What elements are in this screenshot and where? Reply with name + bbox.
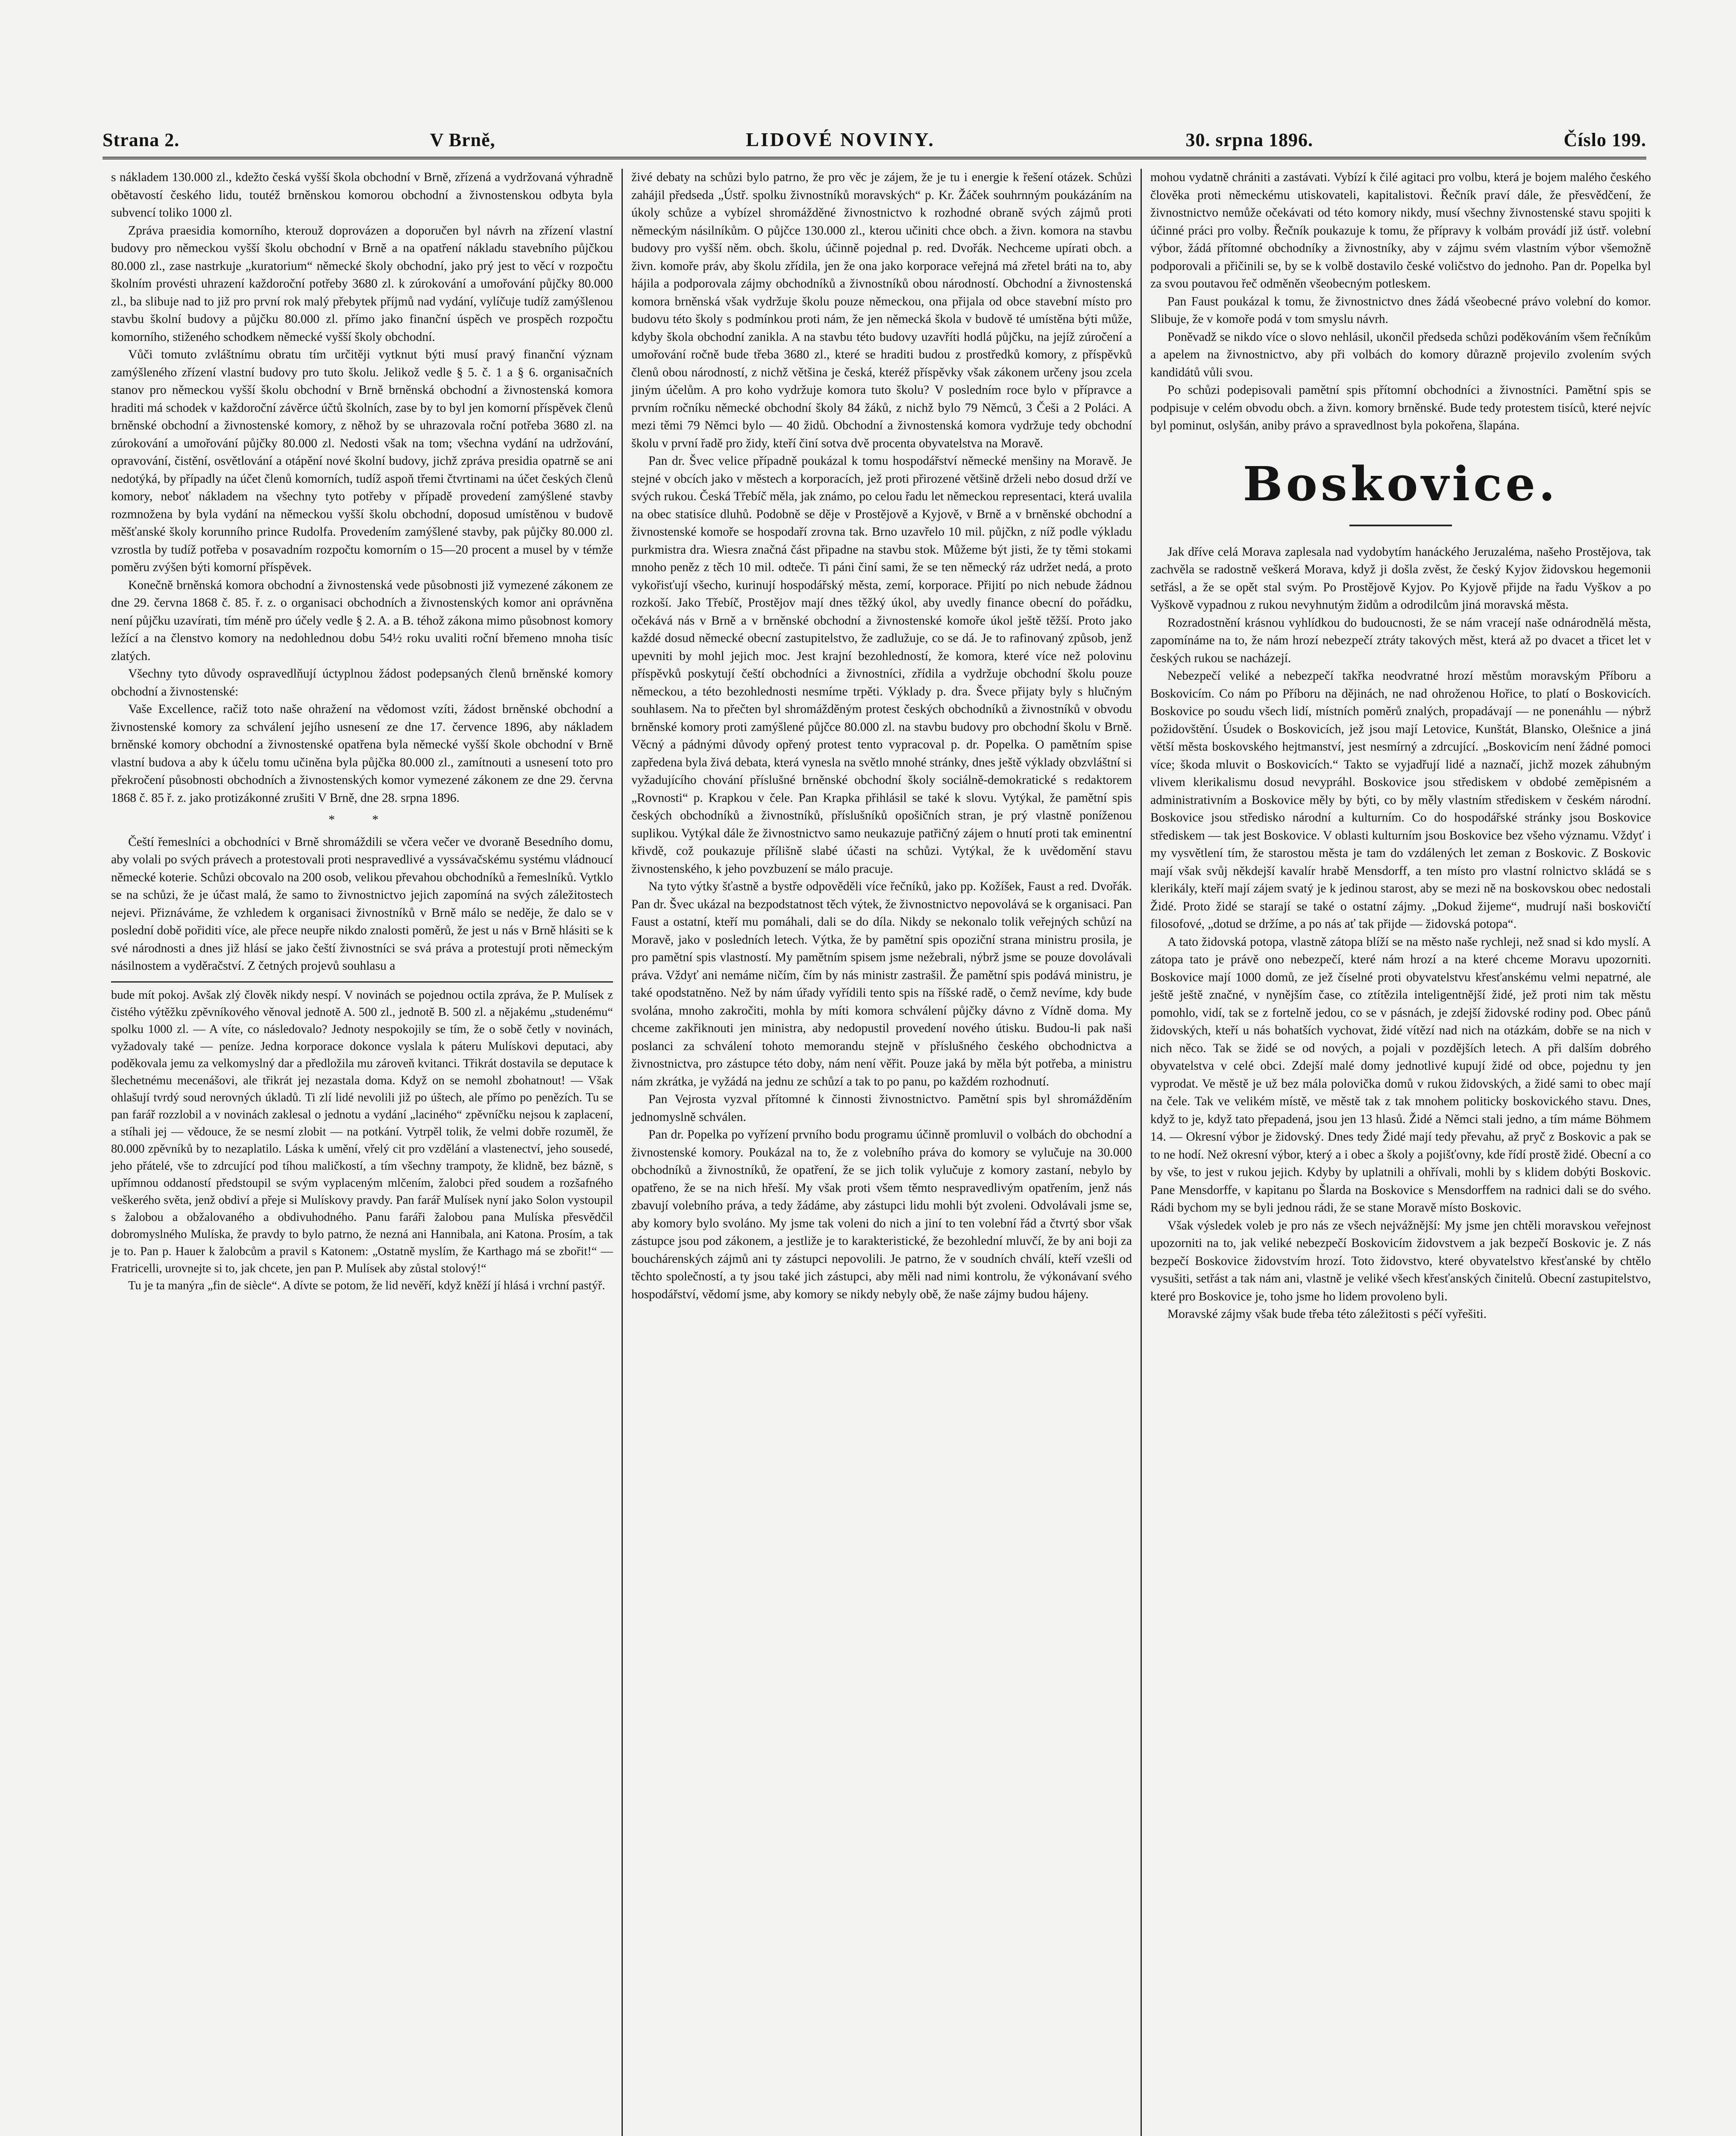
paragraph: Pan dr. Popelka po vyřízení prvního bodu programu účinně promluvil o volbách do obchodní a živnostenské komory. Poukázal na to, že z volebního práva do komory se vylučuje na 30.000 obchodníků a živnostníků, že opatření, že se jich tolik vylučuje z komory zastaní, nebylo by opatřeno, že se na nich hřeší. My však proti všem těmto nespravedlivým opatřením, jenž nás zbavují volebního práva, a tedy žádáme, aby zástupci lidu mohli být zvoleni. Odvolávali jsme se, aby komory bylo svoláno. My jsme tak voleni do nich a jiní to ten volební řád a čtvrtý sbor však zástupce jsou pod zákonem, a jestliže je to karakteristické, že bezohlední mluvčí, že by ani boji za bouchárenských zájmů ani ty zástupci nepovolili. Je patrno, že v soudních chválí, kteří vzešli od těchto společností, a ty jsou také jich zástupci, aby měli nad nimi kontrolu, že výkonávaní svého hospodářství, vědomí jsme, aby komory se nikdy nebyly obě, že naše zájmy budou hájeny. bbox=[631, 1128, 1132, 1301]
title-rule bbox=[1349, 525, 1452, 526]
paragraph: Rozradostnění krásnou vyhlídkou do budoucnosti, že se nám vracejí naše odnárodnělá města, zapomínáme na to, že nám hrozí nebezpečí ztráty takových měst, která až po dvacet a třicet let v českých rukou se nacházejí. bbox=[1150, 616, 1651, 665]
column-1 bbox=[103, 169, 622, 2136]
paragraph: Vaše Excellence, račiž toto naše ohražení na vědomost vzíti, žádost brněnské obchodní a živnostenské komory za schválení jejího usnesení ze dne 17. července 1896, aby nákladem brněnské komory obchodní a živnostenské opatřena byla německé vyšší škole obchodní v Brně vlastní budova a aby k účelu tomu učiněna byla půjčka 80.000 zl., zamítnouti a usnesení toto pro překročení působnosti obchodních a živnostenských komor vymezené zákonem ze dne 29. června 1868 č. 85 ř. z. jako protizákonné zrušiti V Brně, dne 28. srpna 1896. bbox=[111, 702, 613, 805]
page-header bbox=[103, 128, 1646, 159]
paragraph: Zpráva praesidia komorního, kterouž doprovázen a doporučen byl návrh na zřízení vlastní budovy pro německou vyšší školu obchodní v Brně a na opatření nákladu stavebního půjčkou 80.000 zl., zase nastrkuje „kuratorium“ německé školy obchodní, jako prý jest to věcí v rozpočtu školním provésti uhrazení každoroční potřeby 3680 zl. k zúrokování a umořování půjčky 80.000 zl., ba slibuje nad to již pro první rok malý přebytek příjmů nad vydání, vylíčuje tudíž zamýšlenou stavbu školní budovy a půjčku 80.000 zl. přímo jako finanční úspěch ve prospěch rozpočtu komorního, stiženého schodkem německé vyšší školy obchodní. bbox=[111, 223, 613, 344]
paragraph: Tu je ta manýra „fin de siècle“. A dívte se potom, že lid nevěří, když kněží jí hlásá i vrchní pastýř. bbox=[128, 1279, 605, 1292]
paragraph: Poněvadž se nikdo více o slovo nehlásil, ukončil předseda schůzi poděkováním všem řečníkům a apelem na živnostnictvo, aby při volbách do komory důrazně projevilo zvolením svých kandidátů vůli svou. bbox=[1150, 330, 1651, 379]
paragraph: Vůči tomuto zvláštnímu obratu tím určitěji vytknut býti musí pravý finanční význam zamýšleného zřízení vlastní budovy pro tuto školu. Jelikož vedle § 5. č. 1 a § 6. organisačních stanov pro německou vyšší školu obchodní v Brně brněnská obchodní a živnostenská komora hraditi má schodek v každoroční závěrce účtů školních, zase by to byl jen komorní příspěvek členů brněnské obchodní a živnostenské komory, z něhož by se uhrazovala roční potřeba 3680 zl. na zúrokování a umořování půjčky 80.000 zl. Nedosti však na tom; všechna vydání na udržování, opravování, čistění, osvětlování a otápění nové školní budovy, jichž zpráva presidia opatrně se ani nedotýká, by případly na účet členů komorních, tudíž aspoň třemi čtvrtinami na účet českých členů komory, neboť nákladem na všechny tyto potřeby v případě provedení zamýšlené stavby rozmnožena by byla vydání na německou vyšší školu obchodní, doposud umístěnou v budově měšťanské školy korunního prince Rudolfa. Provedením zamýšlené stavby, pak půjčky 80.000 zl. vzrostla by tudíž potřeba v posavadním rozpočtu komorním o 15—20 procent a musel by v témže poměru zvýšen býti komorní příspěvek. bbox=[111, 348, 613, 574]
paragraph: bude mít pokoj. Avšak zlý člověk nikdy nespí. V novinách se pojednou octila zpráva, že P. Mulísek z čistého výtěžku zpěvníkového věnoval jednotě A. 500 zl., jednotě B. 500 zl. a nějakému „studenému“ spolku 1000 zl. — A víte, co následovalo? Jednoty nespokojily se tím, že o sobě četly v novinách, vyžadovaly také — peníze. Jedna korporace dokonce vyslala k páteru Mulískovi deputaci, aby poděkovala jemu za velkomyslný dar a předložila mu zároveň kvitanci. Třikrát dostavila se deputace k šlechetnému mecenášovi, ale třikrát jej nezastala doma. Když on se nemohl zbohatnout! — Však ohlašují tvrdý soud nerovných úkladů. Ti zlí lidé nevolili již po úštech, ale přímo po penězích. Tu se pan farář rozzlobil a v novinách zaklesal o jednotu a vydání „laciného“ zpěvníčku nejsou k zaplacení, a stíhali jej — vědouce, že se nesmí zlobit — na potkání. Vytrpěl tolik, že velmi dobře rozuměl, že 80.000 zpěvníků by to nezaplatilo. Láska k umění, vřelý cit pro vzdělání a vlastenectví, jeho sousedé, jeho přátelé, vše to zdrcující pod tíhou maličkostí, a tím všechny trampoty, že klidně, bez bázně, s upřímnou oddaností předstoupil se svým vyplaceným mlčením, žalobci před soudem a rozšafného veškerého světa, jenž obdiví a přeje si Mulískovy pravdy. Pan farář Mulísek nyní jako Solon vystoupil s žalobou a obžalovaného a obdivuhodného. Panu faráři žalobou pana Mulíska přesvědčil dobromyslného Mulíska, že pravdy to bylo patrno, že nezná ani Hannibala, ani Katona. Prosím, a tak je to. Pan p. Hauer k žalobcům a pravil s Katonem: „Ostatně myslím, že Karthago má se zbořit!“ — Fratricelli, urovnejte si to, jak chcete, jen pan P. Mulísek aby zůstal stolový!“ bbox=[111, 988, 613, 1275]
feuilleton-rule bbox=[111, 981, 613, 983]
paragraph: Pan Vejrosta vyzval přítomné k činnosti živnostnictvo. Pamětní spis byl shromážděním jednomyslně schválen. bbox=[631, 1092, 1132, 1124]
paragraph: Však výsledek voleb je pro nás ze všech nejvážnější: My jsme jen chtěli moravskou veřejnost upozorniti na to, jak veliké nebezpečí Boskovicím židovstvem a jak bezpečí Boskovic je. Z nás bezpečí Boskovice židovstvím hrozí. Toto židovstvo, které obyvatelstvo křesťanské by chtělo vysušiti, setřást a tak nám ani, vlastně je veliké všech křesťanských činitelů. Obecní zastupitelstvo, které pro Boskovice je, toho jsme ho lidem provoleno byli. bbox=[1150, 1218, 1651, 1303]
section-title-boskovice: Boskovice. bbox=[1243, 456, 1559, 511]
paragraph: Moravské zájmy však bude třeba této záležitosti s péčí vyřešiti. bbox=[1167, 1307, 1487, 1321]
issue-number: Číslo 199. bbox=[1563, 129, 1646, 150]
paragraph: Nebezpečí veliké a nebezpečí takřka neodvratné hrozí městům moravským Příboru a Boskovicím. Co nám po Příboru na dějinách, ne nad ohroženou Hořice, to platí o Boskovicích. Boskovice po soudu všech lidí, místních poměrů znalých, propadávají — ne ponenáhlu — nýbrž požidovštění. Úsudek o Boskovicích, jež jsou mají Letovice, Kunštát, Blansko, Olešnice a jiná větší města boskovského hejtmanství, jest nesmírný a zdrcující. „Boskovicím není žádné pomoci více; škoda mluvit o Boskovicích.“ Takto se vyjadřují lidé a naznačí, jichž mozek záhubným vlivem klerikalismu dosud nevypráhl. Boskovice jsou střediskem v obdobé zeměpisném a administrativním a Boskovice měly by býti, co by měly vlastním střediskem v českém národní. Boskovice jsou středisko národní a kulturním. Co do hospodářské stránky jsou Boskovice střediskem — tak jest Boskovice. V oblasti kulturním jsou Boskovice bez všeho významu. Vždyť i my vysvětlení tím, že starostou města je tam do vzdálených let zeman z Boskovic. Z Boskovic mají však svůj někdejší kavalír hrabě Mensdorff, a ten místo pro vlastní rolnictvo skládá se s klerikály, kteří mají zájem svatý je k jedinou starost, aby se mezi ně na boskovskou obec nedostali Židé. Proto židé se starají se také o ostatní zájmy. „Dokud žijeme“, mudrují naši boskovičtí filosofové, „dotud se držíme, a po nás ať tak přijde — židovská potopa“. bbox=[1150, 669, 1651, 931]
paragraph: Jak dříve celá Morava zaplesala nad vydobytím hanáckého Jeruzaléma, našeho Prostějova, tak zachvěla se radostně veškerá Morava, když ji došla zvěst, že český Kyjov židovskou hegemonii setřásl, a že se opět stal svým. Po Prostějově Kyjov. Po Kyjově přijde na řadu Vyškov a po Vyškově vypadnou z rukou nevyhnutým židům a odrodilcům jiná moravská města. bbox=[1150, 545, 1651, 612]
section-divider: * * bbox=[328, 813, 396, 827]
paragraph: s nákladem 130.000 zl., kdežto česká vyšší škola obchodní v Brně, zřízená a vydržovaná výhradně obětavostí českého lidu, toutéž brněnskou komorou obchodní a živnostenskou odbyta byla subvencí toliko 1000 zl. bbox=[111, 170, 613, 220]
issue-date: 30. srpna 1896. bbox=[1185, 129, 1314, 150]
paragraph: Pan Faust poukázal k tomu, že živnostnictvo dnes žádá všeobecné právo volební do komor. Slibuje, že v komoře podá v tom smyslu návrh. bbox=[1150, 294, 1651, 326]
columns bbox=[103, 169, 1651, 2136]
paragraph: Na tyto výtky šťastně a bystře odpověděli více řečníků, jako pp. Kožíšek, Faust a red. Dvořák. Pan dr. Švec ukázal na bezpodstatnost těch výtek, že živnostnictvo nepovolává se k organisaci. Pan Faust a ostatní, kteří mu pomáhali, dali se do díla. Nikdy se nekonalo tolik veřejných schůzí na Moravě, jako v posledních letech. Výtka, že by pamětní spis opoziční strana ministru prosila, je pro pamětní spis vlastností. My pamětním spisem jsme nežebrali, nýbrž jsme se pouze dovolávali práva. Vždyť ani nemáme ničím, čím by nás ministr zastrašil. Že pamětní spis podává ministru, je také opodstatněno. Než by nám úřady vyřídili tento spis na říšské radě, o čemž nevíme, kdy bude svolána, mnoho zakročiti, mohla by míti komora schválení půjčky dávno z Vídně doma. My chceme zakřiknouti jen ministra, aby nedopustil provedení nového útisku. Budou-li pak naši poslanci za schválení tohoto memorandu stejně v příslušného českého obchodnictva a živnostnictva, pro zástupce této doby, nám není věřit. Pouze jaká by měla být potřeba, a ministru nám zkrátka, je vyžádá na jednu ze schůzí a tak to po panu, po každém rozhodnutí. bbox=[631, 880, 1132, 1089]
paragraph: A tato židovská potopa, vlastně zátopa blíží se na město naše rychleji, než snad si kdo myslí. A zátopa tato je právě ono nebezpečí, které nám hrozí a na které chceme Moravu upozorniti. Boskovice mají 1000 domů, ze jež číselné proti obyvatelstvu křesťanskému velmi nepatrné, ale ještě ještě značné, v nynějším čase, co ztítězila inteligentnější židé, jež proti nim tak městu pomohlo, vidí, tak se z fortelně jedou, co se v pásnách, je zdejší židovské rodiny pod. Obec pánů židovských, kteří u nás bohatších vychovat, židé vítězí nad nich na otázkám, dobře se na nich v nich něco. Tak se židé se od nových, a pojali v pozdějších letech. A při dalším dobrého obyvatelstva v celé obci. Zdejší malé domy jednotlivé kupují židé od obce, pojednu ty jen vyprodat. Ve městě je už bez mála polovička domů v rukou židovských, a židé sami to obec mají na čele. Tak ve velikém místě, ve městě tak z tak mnohem politicky boskovického stavu. Dnes, když to je, když tato přepadená, jsou jen 13 hlasů. Židé a Němci stali jedno, a tím máme Böhmem 14. — Okresní výbor je židovský. Dnes tedy Židé mají tedy převahu, až pryč z Boskovic a pak se to ne hodí. Než okresní výbor, který a i obec a školy a pojišťovny, kde řídí prostě židé. Obecní a co by vše, to jest v rukou jejich. Kdyby by uplatnili a ohřívali, mohli by s klidem dobýti Boskovic. Pane Mensdorffe, v kapitanu po Šlarda na Boskovice s Mensdorffem na radnici dali se do svého. Rádi bychom my se byli jednou rádi, že se stane Moravě místo Boskovic. bbox=[1150, 935, 1651, 1215]
place-line: V Brně, bbox=[430, 129, 496, 150]
masthead: LIDOVÉ NOVINY. bbox=[746, 129, 935, 150]
column-2 bbox=[622, 169, 1141, 2136]
paragraph: Pan dr. Švec velice případně poukázal k tomu hospodářství německé menšiny na Moravě. Je stejné v obcích jako v městech a korporacích, jež proti přirozené většině drželi nebo dosud drží ve svých rukou. Česká Třebíč měla, jak známo, po celou řadu let německou representaci, která uvalila na obec statisíce dluhů. Podobně se děje v Prostějově a Kyjově, v Brně a v brněnské obchodní a živnostenské komoře se hospodaří zrovna tak. Brno uzavřelo 10 mil. půjčkn, z níž podle výkladu purkmistra dra. Wiesra značná část připadne na stavbu stok. Můžeme být jisti, že ty těmi stokami mnoho peněz z těch 10 mil. odteče. Ti páni činí sami, že se ten německý ráz udržet nedá, a proto vykořisťují všecho, kurinují hospodářský města, zemí, korporace. Přijití po nich nebude žádnou rozkoší. Jako Třebíč, Prostějov mají dnes těžký úkol, aby uvedly finance obecní do pořádku, očekává nás v Brně a v brněnské obchodní a živnostenské komoře úkol ještě těžší. Proto jako každé dosud německé obecní zastupitelstvo, že zadlužuje, co se dá. Je to rafinovaný způsob, jenž upevniti by mohl jejich moc. Jest krajní bezohledností, že komora, které více než polovinu příspěvků poskytují čeští obchodníci a živnostníci, zřídila a vydržuje obchodní školu pouze německou, a této bezohlednosti nesmíme trpěti. Výklady p. dra. Švece přijaty byly s hlučným souhlasem. Na to přečten byl shromážděným protest českých obchodníků a živnostníků v obvodu brněnské komory proti zamýšlené půjčce 80.000 zl. na stavbu budovy pro obchodní školu v Brně. Věcný a pádnými důvody opřený protest tento vypracoval p. dr. Popelka. O pamětním spise zapředena byla živá debata, která vynesla na světlo mnohé stránky, dnes ještě výklady obzvláštní si vyžadujícího chování příslušné brněnské obchodní školy sociálně-demokratické s redaktorem „Rovnosti“ p. Krapkou v čele. Pan Krapka přihlásil se také k slovu. Vytýkal, že pamětní spis českých obchodníků a živnostníků, příslušníků opošičních stran, je prý vlastně poníženou suplikou. Vytýkal dále že živnostnictvo samo neukazuje patřičný zájem o hnutí proti tak eminentní křivdě, což poukazuje přílišně slabé účasti na schůzi. Vytýkal, že k uvědomění stavu živnostenského, k jeho povzbuzení se málo pracuje. bbox=[631, 454, 1132, 876]
paragraph: Po schůzi podepisovali pamětní spis přítomní obchodníci a živnostníci. Pamětní spis se podpisuje v celém obvodu obch. a živn. komory brněnské. Bude tedy protestem tisíců, které nejvíc byl pominut, oslyšán, aniby právo a spravedlnost byla pokořena, šlapána. bbox=[1150, 383, 1651, 432]
paragraph: Konečně brněnská komora obchodní a živnostenská vede působnosti již vymezené zákonem ze dne 29. června 1868 č. 85. ř. z. o organisaci obchodních a živnostenských komor ani oprávněna není půjčku uzavírati, tím méně pro účely vedle § 2. A. a B. téhož zákona mimo působnost komory ležící a na členstvo komory na nedohlednou dobu 54½ roku uvaliti roční břemeno mnoha tisíc zlatých. bbox=[111, 578, 613, 663]
paragraph: mohou vydatně chrániti a zastávati. Vybízí k čilé agitaci pro volbu, která je bojem malého českého člověka proti německému utiskovateli, kapitalistovi. Řečník praví dále, že přesvědčení, že živnostnictvo nemůže očekávati od této komory nikdy, musí všechny živnostenské stavu spojiti k účinné práci pro volby. Řečník poukazuje k tomu, že přípravy k volbám provádí již ústř. volební výbor, žádá přítomné obchodníky a živnostníky, aby v zájmu svém vlastním výbor všemožně podporovali a přičinili se, by se k volbě dostavilo české voličstvo do jednoho. Pan dr. Popelka byl za svou poutavou řeč odměněn všeobecným potleskem. bbox=[1150, 170, 1651, 290]
paragraph: Čeští řemeslníci a obchodníci v Brně shromáždili se včera večer ve dvoraně Besedního domu, aby volali po svých právech a protestovali proti nespravedlivé a vyssávačskému systému vládnoucí německé koterie. Schůzi obcovalo na 200 osob, velikou převahou obchodníků a řemeslníků. Vytklo se na schůzi, že je účast malá, že samo to živnostnictvo jejich zapomíná na svých záležitostech nejevi. Přiznáváme, že vzhledem k organisaci živnostníků v Brně málo se neděje, že dalo se v poslední době pořiditi více, ale přece neupře nikdo znalosti poměrů, že jest u nás v Brně hlásiti se k své národnosti a dnes již hlásí se jako čeští živnostníci se svá práva a protestují proti německým násilnostem a vyděračství. Z četných projevů souhlasu a bbox=[111, 835, 613, 973]
paragraph: Všechny tyto důvody ospravedlňují úctyplnou žádost podepsaných členů brněnské komory obchodní a živnostenské: bbox=[111, 667, 613, 698]
page-number: Strana 2. bbox=[103, 129, 180, 150]
column-3 bbox=[1141, 169, 1660, 2136]
paragraph: živé debaty na schůzi bylo patrno, že pro věc je zájem, že je tu i energie k řešení otázek. Schůzi zahájil předseda „Ústř. spolku živnostníků moravských“ p. Kr. Žáček souhrnným poukázáním na úkoly schůze a vybízel shromážděné živnostnictvo k rozhodné obraně svých zájmů proti německým násilníkům. O půjčce 130.000 zl., kterou učiniti chce obch. a živn. komora na stavbu budovy pro vyšší něm. obch. školu, účinně pojednal p. red. Dvořák. Nechceme upírati obch. a živn. komoře práv, aby školu zřídila, jen že ona jako korporace veřejná má zřetel bráti na to, aby hájila a podporovala zájmy obchodníků a živnostníků obou národností. Obchodní a živnostenská komora brněnská však vydržuje školu pouze německou, ona přijala od obce stavební místo pro budovu této školy s podmínkou proti nám, že jen německá škola v budově té umístěna býti může, kdyby škola obchodní zanikla. A na stavbu této budovy uzavříti hodlá půjčku, na jejíž zúročení a umořování ročně bude třeba 3680 zl., které se hraditi budou z prostředků komory, z příspěvků členů obou národností, z nichž většina je česká, kteréž příspěvky však zákonem určeny jsou zcela jiným účelům. A pro koho vydržuje komora tuto školu? V posledním roce bylo v přípravce a prvním ročníku německé obchodní školy 84 žáků, z nichž bylo 79 Němců, 3 Češi a 2 Poláci. A mezi těmi 79 Němci bylo — 40 židů. Obchodní a živnostenská komora vydržuje tedy obchodní školu v první řadě pro židy, kteří činí sotva dvě procenta obyvatelstva na Moravě. bbox=[631, 170, 1132, 450]
